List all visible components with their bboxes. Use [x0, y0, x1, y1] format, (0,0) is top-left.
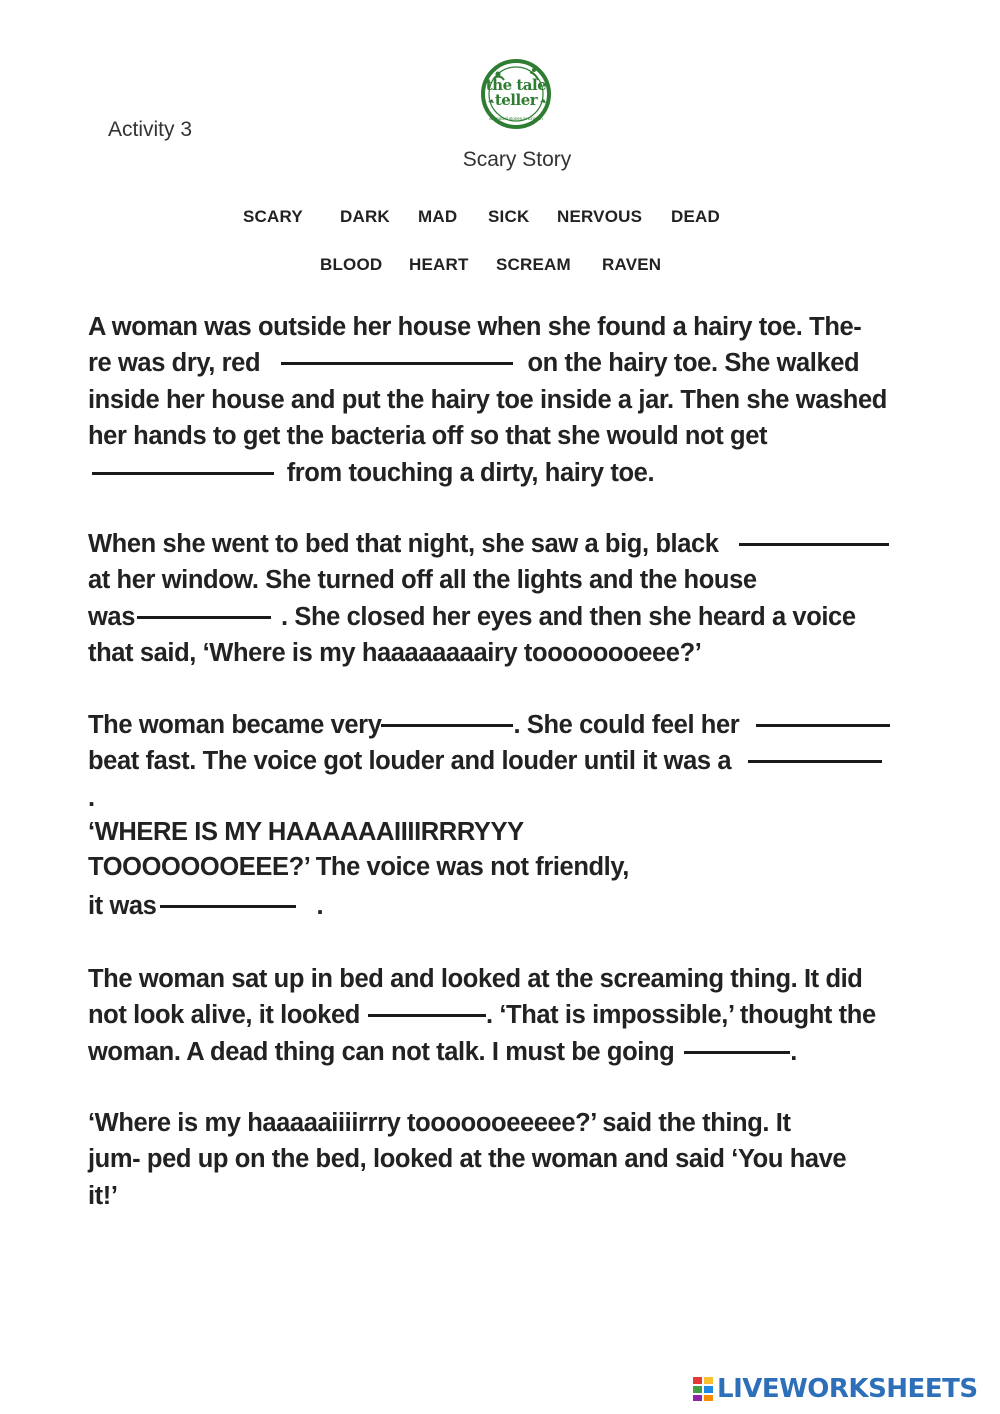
story-line	[88, 888, 958, 924]
activity-label: Activity 3	[108, 118, 193, 141]
story-text: . She could feel her	[513, 711, 740, 739]
blank-blood[interactable]	[281, 362, 513, 365]
story-line: it!’	[88, 1181, 118, 1210]
story-text: on the hairy toe. She walked	[527, 349, 860, 378]
word-bank-item: HEART	[409, 255, 469, 274]
story-text: it was	[88, 891, 157, 920]
word-bank-item: MAD	[418, 207, 458, 226]
story-line: at her window. She turned off all the lights and the house	[88, 566, 757, 595]
story-line: her hands to get the bacteria off so that she would not get	[88, 422, 768, 451]
word-bank-item: DEAD	[671, 207, 720, 226]
liveworksheets-logo-icon	[692, 1376, 714, 1402]
story-text: The woman became very	[88, 711, 382, 739]
blank-heart[interactable]	[756, 724, 890, 727]
story-line	[88, 1034, 958, 1070]
story-line: A woman was outside her house when she found a hairy toe. The-	[88, 313, 862, 341]
story-text: re was dry, red	[88, 349, 261, 378]
story-line	[88, 526, 958, 562]
story-line: inside her house and put the hairy toe inside a jar. Then she washed	[88, 385, 887, 414]
story-text: When she went to bed that night, she saw a big, black	[88, 530, 719, 558]
story-text: .	[316, 891, 324, 920]
word-bank-item: SICK	[488, 207, 530, 226]
word-bank-item: NERVOUS	[557, 207, 643, 226]
word-bank-item: RAVEN	[602, 255, 662, 274]
liveworksheets-brand	[692, 1374, 978, 1404]
story-line: ‘Where is my haaaaaiiiirrry tooooooeeeee?’ said the thing. It	[88, 1109, 791, 1137]
story-text: was	[88, 602, 135, 631]
story-text: .	[790, 1037, 797, 1066]
story-paragraph-2	[88, 526, 958, 672]
blank-dark[interactable]	[137, 616, 271, 619]
story-paragraph-4	[88, 961, 958, 1070]
story-line	[88, 707, 958, 743]
word-bank-item: SCREAM	[496, 255, 571, 274]
story-line	[88, 455, 958, 491]
tale-teller-logo	[474, 58, 558, 132]
story-line: jum- ped up on the bed, looked at the woman and said ‘You have	[88, 1145, 847, 1174]
story-paragraph-1	[88, 309, 958, 491]
story-line	[88, 599, 958, 635]
story-text: woman. A dead thing can not talk. I must be going	[88, 1037, 675, 1066]
blank-mad[interactable]	[684, 1051, 790, 1054]
story-line	[88, 997, 958, 1033]
word-bank-item: DARK	[340, 207, 390, 226]
story-text: . She closed her eyes and then she heard a voice	[281, 602, 856, 631]
story-text: . ‘That is impossible,’ thought the	[485, 1001, 876, 1030]
liveworksheets-wordmark: LIVEWORKSHEETS	[717, 1374, 978, 1404]
logo-text: the tale teller	[485, 76, 547, 109]
blank-scary[interactable]	[160, 905, 296, 908]
story-text: beat fast. The voice got louder and louder until it was a	[88, 747, 732, 776]
word-bank-item: SCARY	[243, 207, 303, 226]
story-paragraph-3	[88, 707, 958, 924]
blank-raven[interactable]	[739, 543, 889, 546]
story-line	[88, 345, 958, 381]
story-text: from touching a dirty, hairy toe.	[286, 458, 655, 487]
blank-nervous[interactable]	[381, 724, 513, 727]
word-bank-item: BLOOD	[320, 255, 383, 274]
blank-scream[interactable]	[748, 760, 882, 763]
story-line: .	[88, 783, 95, 812]
story-paragraph-5	[88, 1105, 958, 1214]
story-line: TOOOOOOOEEE?’ The voice was not friendly,	[88, 852, 629, 881]
blank-dead[interactable]	[368, 1014, 486, 1017]
story-text: not look alive, it looked	[88, 1001, 360, 1030]
story-line: ‘WHERE IS MY HAAAAAAIIIIRRRYYY	[88, 817, 524, 846]
story-line: that said, ‘Where is my haaaaaaaairy toooooooeee?’	[88, 639, 702, 668]
story-line: The woman sat up in bed and looked at the screaming thing. It did	[88, 965, 863, 993]
story-line	[88, 743, 958, 779]
logo-tagline: animated stories in English	[489, 116, 543, 121]
blank-sick[interactable]	[92, 472, 274, 475]
story-title: Scary Story	[462, 148, 572, 171]
